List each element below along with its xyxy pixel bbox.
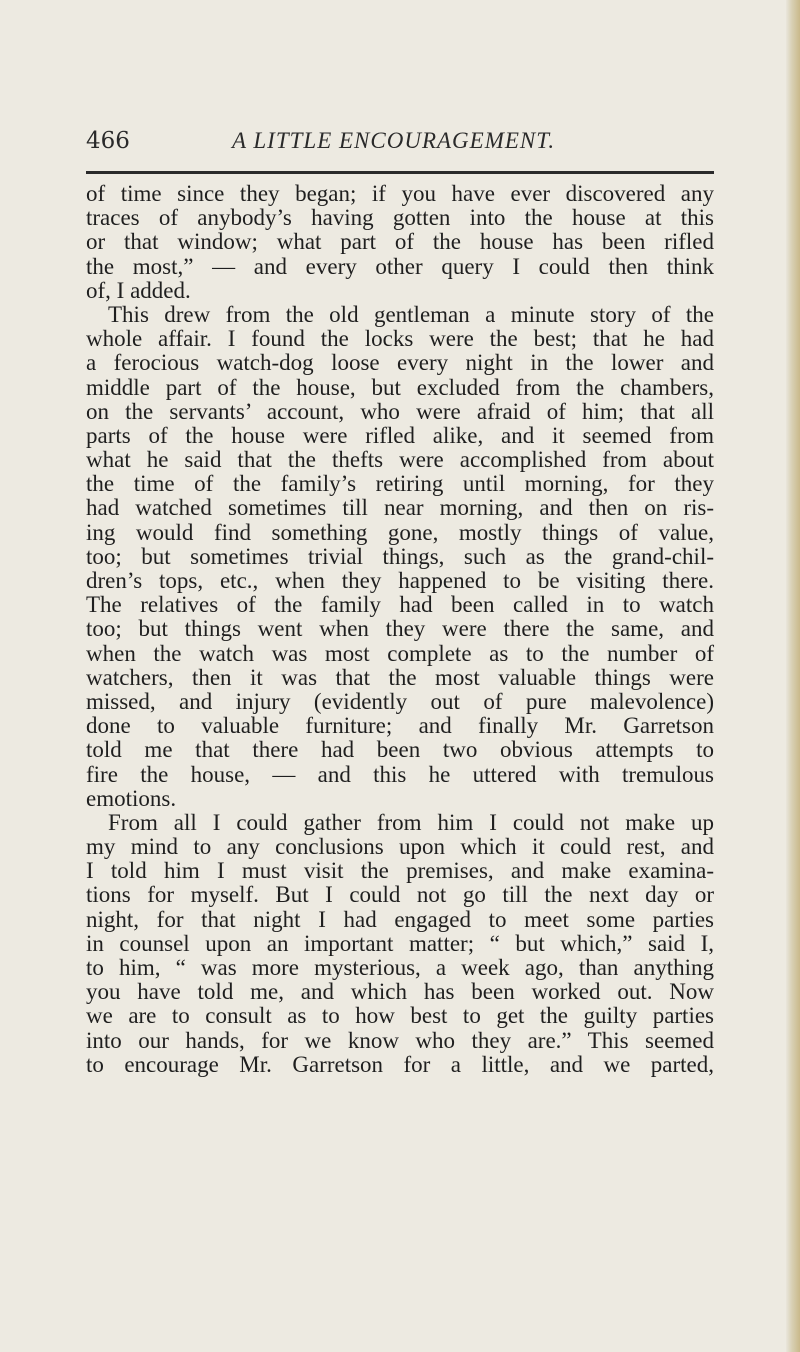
text-line: night, for that night I had engaged to meet some parties bbox=[86, 906, 714, 932]
text-line: ing would find something gone, mostly things of value, bbox=[86, 519, 714, 545]
text-line: The relatives of the family had been called in to watch bbox=[86, 592, 714, 618]
paragraph-3 bbox=[86, 811, 714, 1077]
text-line: whole affair. I found the locks were the best; that he had bbox=[86, 326, 714, 352]
text-line: watchers, then it was that the most valuable things were bbox=[86, 664, 714, 690]
paragraph-1 bbox=[86, 182, 714, 303]
page-edge-shadow bbox=[786, 0, 800, 1352]
paragraph-2 bbox=[86, 303, 714, 811]
text-line: done to valuable furniture; and finally Mr. Garretson bbox=[86, 713, 714, 739]
text-line: we are to consult as to how best to get the guilty parties bbox=[86, 1003, 714, 1029]
text-line: or that window; what part of the house has been rifled bbox=[86, 229, 714, 255]
text-line: I told him I must visit the premises, and make examina- bbox=[86, 858, 714, 884]
text-line: to encourage Mr. Garretson for a little, and we parted, bbox=[86, 1051, 714, 1077]
text-line: From all I could gather from him I could not make up bbox=[108, 809, 714, 835]
text-line: when the watch was most complete as to the number of bbox=[86, 640, 714, 666]
text-line: had watched sometimes till near morning, and then on ris- bbox=[86, 495, 714, 521]
page-header bbox=[86, 128, 714, 162]
text-line: fire the house, — and this he uttered with tremulous bbox=[86, 761, 714, 787]
text-line: the most,” — and every other query I could then think bbox=[86, 253, 714, 279]
text-line: too; but sometimes trivial things, such as the grand-chil- bbox=[86, 543, 714, 569]
text-line: you have told me, and which has been worked out. Now bbox=[86, 979, 714, 1005]
text-line: a ferocious watch-dog loose every night in the lower and bbox=[86, 350, 714, 376]
text-line: what he said that the thefts were accomplished from about bbox=[86, 447, 714, 473]
page-number: 466 bbox=[86, 128, 130, 154]
text-line: parts of the house were rifled alike, and it seemed from bbox=[86, 422, 714, 448]
text-line: in counsel upon an important matter; “ but which,” said I, bbox=[86, 930, 714, 956]
text-line: on the servants’ account, who were afraid of him; that all bbox=[86, 398, 714, 424]
text-line: told me that there had been two obvious attempts to bbox=[86, 737, 714, 763]
text-line: to him, “ was more mysterious, a week ago, than anything bbox=[86, 955, 714, 980]
text-line: tions for myself. But I could not go till the next day or bbox=[86, 882, 714, 908]
text-line: the time of the family’s retiring until morning, for they bbox=[86, 471, 714, 497]
running-head: A LITTLE ENCOURAGEMENT. bbox=[232, 128, 556, 153]
text-line: dren’s tops, etc., when they happened to be visiting there. bbox=[86, 568, 714, 593]
text-line: missed, and injury (evidently out of pure malevolence) bbox=[86, 688, 714, 714]
text-line: This drew from the old gentleman a minute story of the bbox=[108, 301, 714, 327]
text-line: my mind to any conclusions upon which it could rest, and bbox=[86, 834, 714, 860]
text-line: of, I added. bbox=[86, 277, 191, 303]
text-line: of time since they began; if you have ever discovered any bbox=[86, 181, 714, 206]
text-line: middle part of the house, but excluded from the chambers, bbox=[86, 374, 714, 400]
text-line: emotions. bbox=[86, 785, 177, 811]
body-text bbox=[86, 182, 714, 1077]
header-rule bbox=[86, 171, 714, 174]
text-line: traces of anybody’s having gotten into the house at this bbox=[86, 205, 714, 231]
text-line: too; but things went when they were there the same, and bbox=[86, 616, 714, 642]
text-line: into our hands, for we know who they are.” This seemed bbox=[86, 1027, 714, 1053]
